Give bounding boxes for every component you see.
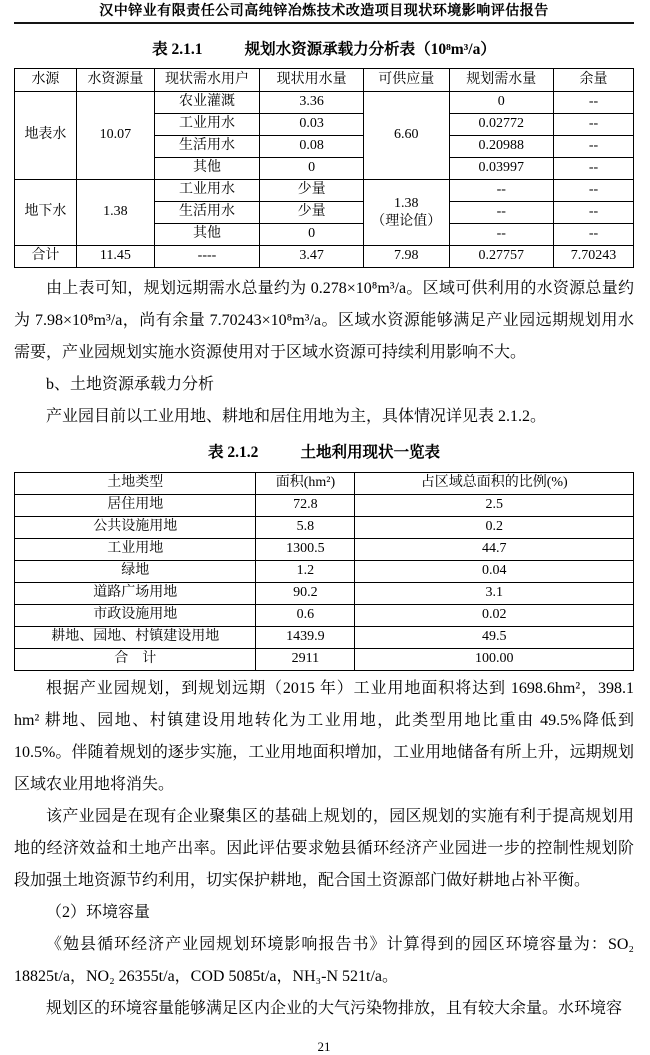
cell-land-type: 公共设施用地 <box>15 517 256 539</box>
cell-area: 1300.5 <box>256 539 355 561</box>
cell-land-type: 工业用地 <box>15 539 256 561</box>
cell-source: 地表水 <box>15 92 77 180</box>
cell-area: 0.6 <box>256 605 355 627</box>
table1-caption <box>14 37 634 59</box>
cell-ratio: 49.5 <box>355 627 634 649</box>
cell-land-type: 道路广场用地 <box>15 583 256 605</box>
cell-planned: 0.27757 <box>449 246 554 268</box>
cell-area: 1439.9 <box>256 627 355 649</box>
cell-current: 0 <box>260 224 364 246</box>
cell-current: 少量 <box>260 202 364 224</box>
water-resource-table <box>14 68 634 268</box>
cell-user: ---- <box>154 246 259 268</box>
cell-area: 72.8 <box>256 495 355 517</box>
cell-surplus: -- <box>554 180 634 202</box>
cell-planned: -- <box>449 202 554 224</box>
header-cell: 现状用水量 <box>260 69 364 92</box>
table2-caption <box>14 440 634 462</box>
cell-surplus: -- <box>554 224 634 246</box>
cell-ratio: 3.1 <box>355 583 634 605</box>
cell-total-label: 合 计 <box>15 649 256 671</box>
cell-amount: 11.45 <box>76 246 154 268</box>
cell-user: 工业用水 <box>154 180 259 202</box>
cell-land-type: 市政设施用地 <box>15 605 256 627</box>
cell-user: 生活用水 <box>154 202 259 224</box>
table1-caption-label: 表 2.1.1 <box>152 41 203 58</box>
header-cell: 面积(hm²) <box>256 473 355 495</box>
paragraph-capacity-conclusion: 规划区的环境容量能够满足区内企业的大气污染物排放，且有较大余量。水环境容 <box>46 1000 623 1017</box>
cell-surplus: 7.70243 <box>554 246 634 268</box>
page-header-title: 汉中锌业有限责任公司高纯锌冶炼技术改造项目现状环境影响评估报告 <box>99 4 549 19</box>
cell-current: 3.36 <box>260 92 364 114</box>
cell-surplus: -- <box>554 114 634 136</box>
cell-ratio: 0.02 <box>355 605 634 627</box>
cell-ratio: 0.04 <box>355 561 634 583</box>
cell-area: 5.8 <box>256 517 355 539</box>
table-row <box>15 495 634 517</box>
header-cell: 水资源量 <box>76 69 154 92</box>
cell-supply <box>364 180 449 246</box>
cell-supply-value: 1.38 <box>394 196 419 211</box>
header-cell: 占区域总面积的比例(%) <box>355 473 634 495</box>
paragraph-capacity-values: 《勉县循环经济产业园规划环境影响报告书》计算得到的园区环境容量为：SO₂ 18825t/a，NO₂ 26355t/a，COD 5085t/a，NH₃-N 521t/a。 <box>14 936 634 985</box>
heading-land-analysis: b、土地资源承载力分析 <box>46 376 215 393</box>
cell-planned: 0.03997 <box>449 158 554 180</box>
table1-caption-title: 规划水资源承载力分析表（10⁸m³/a） <box>244 41 496 58</box>
table-row <box>15 627 634 649</box>
paragraph-land-plan: 根据产业园规划，到规划远期（2015 年）工业用地面积将达到 1698.6hm²，398.1 hm² 耕地、园地、村镇建设用地转化为工业用地，此类型用地比重由 49.5%降低到 10.5%。伴随着规划的逐步实施，工业用地面积增加，工业用地储备有所上升，远期规划区域农业用地将消失。 <box>14 680 634 793</box>
paragraph-land-benefit: 该产业园是在现有企业聚集区的基础上规划的，园区规划的实施有利于提高规划用地的经济效益和土地产出率。因此评估要求勉县循环经济产业园进一步的控制性规划阶段加强土地资源节约利用，切实保护耕地，配合国土资源部门做好耕地占补平衡。 <box>14 808 634 889</box>
cell-user: 工业用水 <box>154 114 259 136</box>
page-number: 21 <box>317 1039 331 1054</box>
paragraph-water-summary: 由上表可知，规划远期需水总量约为 0.278×10⁸m³/a。区域可供利用的水资源总量约为 7.98×10⁸m³/a，尚有余量 7.70243×10⁸m³/a。区域水资源能够满足产业园远期规划用水需要，产业园规划实施水资源使用对于区域水资源可持续利用影响不大。 <box>14 280 634 361</box>
cell-land-type: 耕地、园地、村镇建设用地 <box>15 627 256 649</box>
cell-planned: 0 <box>449 92 554 114</box>
cell-surplus: -- <box>554 202 634 224</box>
cell-current: 3.47 <box>260 246 364 268</box>
cell-current: 少量 <box>260 180 364 202</box>
table-header-row <box>15 473 634 495</box>
cell-amount: 10.07 <box>76 92 154 180</box>
cell-user: 其他 <box>154 158 259 180</box>
cell-planned: 0.02772 <box>449 114 554 136</box>
header-cell: 现状需水用户 <box>154 69 259 92</box>
cell-surplus: -- <box>554 136 634 158</box>
cell-area: 2911 <box>256 649 355 671</box>
header-cell: 余量 <box>554 69 634 92</box>
cell-ratio: 44.7 <box>355 539 634 561</box>
cell-supply: 6.60 <box>364 92 449 180</box>
table-row <box>15 583 634 605</box>
cell-user: 生活用水 <box>154 136 259 158</box>
header-cell: 规划需水量 <box>449 69 554 92</box>
table-row <box>15 92 634 114</box>
header-cell: 土地类型 <box>15 473 256 495</box>
table-row <box>15 539 634 561</box>
cell-planned: -- <box>449 224 554 246</box>
table2-caption-title: 土地利用现状一览表 <box>300 444 440 461</box>
cell-ratio: 2.5 <box>355 495 634 517</box>
cell-supply: 7.98 <box>364 246 449 268</box>
cell-current: 0 <box>260 158 364 180</box>
header-cell: 可供应量 <box>364 69 449 92</box>
cell-user: 农业灌溉 <box>154 92 259 114</box>
heading-environmental-capacity: （2）环境容量 <box>46 904 151 921</box>
table-row <box>15 561 634 583</box>
cell-amount: 1.38 <box>76 180 154 246</box>
paragraph-land-intro: 产业园目前以工业用地、耕地和居住用地为主，具体情况详见表 2.1.2。 <box>46 408 547 425</box>
cell-surplus: -- <box>554 158 634 180</box>
land-use-table <box>14 472 634 671</box>
table-header-row <box>15 69 634 92</box>
cell-user: 其他 <box>154 224 259 246</box>
table2-caption-label: 表 2.1.2 <box>208 444 259 461</box>
cell-planned: 0.20988 <box>449 136 554 158</box>
cell-source: 地下水 <box>15 180 77 246</box>
cell-surplus: -- <box>554 92 634 114</box>
cell-ratio: 0.2 <box>355 517 634 539</box>
header-rule <box>14 22 634 24</box>
table-total-row <box>15 649 634 671</box>
cell-current: 0.08 <box>260 136 364 158</box>
table-row <box>15 605 634 627</box>
cell-area: 1.2 <box>256 561 355 583</box>
cell-land-type: 居住用地 <box>15 495 256 517</box>
cell-land-type: 绿地 <box>15 561 256 583</box>
table-row <box>15 517 634 539</box>
cell-supply-note: （理论值） <box>371 213 442 229</box>
cell-total-label: 合计 <box>15 246 77 268</box>
cell-current: 0.03 <box>260 114 364 136</box>
table-row <box>15 180 634 202</box>
cell-planned: -- <box>449 180 554 202</box>
header-cell: 水源 <box>15 69 77 92</box>
table-total-row <box>15 246 634 268</box>
cell-ratio: 100.00 <box>355 649 634 671</box>
cell-area: 90.2 <box>256 583 355 605</box>
